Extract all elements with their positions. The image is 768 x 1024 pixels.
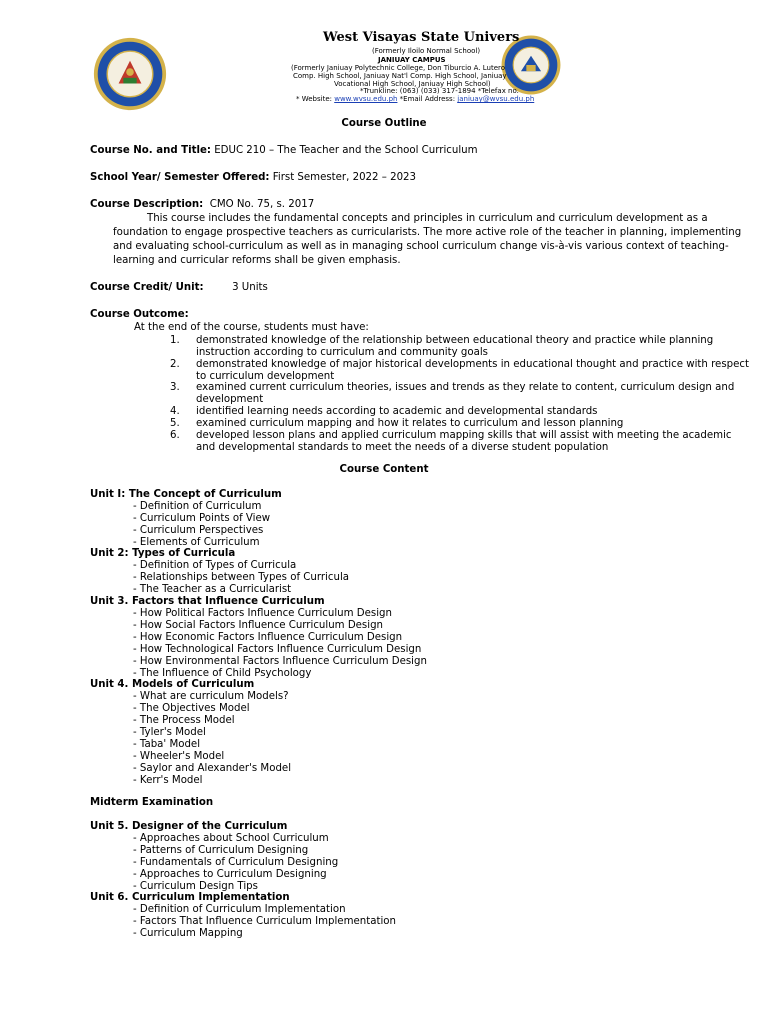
unit-topic: - Curriculum Design Tips bbox=[133, 881, 258, 892]
unit-title: Unit 4. Models of Curriculum bbox=[90, 679, 255, 690]
web-line bbox=[296, 95, 534, 104]
unit-topic: - Tyler's Model bbox=[133, 727, 206, 738]
unit-topic: - Curriculum Mapping bbox=[133, 928, 243, 939]
unit-topic: - The Objectives Model bbox=[133, 703, 250, 714]
unit-topic: - Curriculum Perspectives bbox=[133, 525, 264, 536]
unit-topic: - Saylor and Alexander's Model bbox=[133, 763, 292, 774]
unit-topic: - Kerr's Model bbox=[133, 775, 203, 786]
outcome-num: 5. bbox=[170, 418, 180, 429]
unit-topic: - The Teacher as a Curricularist bbox=[133, 584, 292, 595]
unit-topic: - How Technological Factors Influence Curriculum Design bbox=[133, 644, 422, 655]
outcome-num: 6. bbox=[170, 430, 180, 441]
unit-topic: - Relationships between Types of Curricula bbox=[133, 572, 350, 583]
outcome-num: 4. bbox=[170, 406, 180, 417]
midterm-label: Midterm Examination bbox=[90, 797, 214, 808]
contact-line: *Trunkline: (063) (033) 317-1894 *Telefax no. bbox=[360, 87, 519, 95]
unit-topic: - How Political Factors Influence Curriculum Design bbox=[133, 608, 392, 619]
website-label: * Website: bbox=[296, 95, 335, 103]
description-line: This course includes the fundamental concepts and principles in curriculum and curriculum development as a bbox=[147, 213, 708, 224]
formerly-campus: (Formerly Janiuay Polytechnic College, Don Tiburcio A. Lutero bbox=[291, 64, 506, 72]
unit-topic: - Approaches about School Curriculum bbox=[133, 833, 329, 844]
outcome-text: identified learning needs according to academic and developmental standards bbox=[196, 406, 598, 417]
unit-topic: - How Economic Factors Influence Curriculum Design bbox=[133, 632, 403, 643]
outcome-text: examined current curriculum theories, issues and trends as they relate to content, curriculum design and bbox=[196, 382, 735, 393]
outcome-num: 1. bbox=[170, 335, 180, 346]
website-link[interactable]: www.wvsu.edu.ph bbox=[334, 95, 398, 103]
unit-title: Unit 2: Types of Curricula bbox=[90, 548, 236, 559]
unit-topic: - Curriculum Points of View bbox=[133, 513, 271, 524]
outcome-text: developed lesson plans and applied curriculum mapping skills that will assist with meeting the academic bbox=[196, 430, 732, 441]
unit-topic: - Definition of Curriculum Implementation bbox=[133, 904, 346, 915]
course-credit bbox=[90, 282, 268, 293]
course-outline-title: Course Outline bbox=[341, 118, 427, 129]
unit-topic: - Wheeler's Model bbox=[133, 751, 225, 762]
campus-schools: Comp. High School, Janiuay Nat'l Comp. High School, Janiuay bbox=[293, 72, 507, 80]
outcome-text-cont: development bbox=[196, 394, 264, 405]
school-year-label: School Year/ Semester Offered: bbox=[90, 172, 270, 183]
unit-title: Unit 6. Curriculum Implementation bbox=[90, 892, 290, 903]
outcome-text-cont: to curriculum development bbox=[196, 371, 335, 382]
unit-topic: - Taba' Model bbox=[133, 739, 201, 750]
unit-topic: - Patterns of Curriculum Designing bbox=[133, 845, 309, 856]
unit-title: Unit 3. Factors that Influence Curriculum bbox=[90, 596, 325, 607]
course-no-label: Course No. and Title: bbox=[90, 145, 211, 156]
university-name: West Visayas State Univers bbox=[323, 30, 520, 45]
description-value: CMO No. 75, s. 2017 bbox=[209, 199, 315, 210]
unit-title: Unit 5. Designer of the Curriculum bbox=[90, 821, 288, 832]
email-label: *Email Address: bbox=[397, 95, 458, 103]
course-description bbox=[90, 199, 314, 210]
campus-schools-2: Vocational High School, Janiuay High School) bbox=[334, 80, 491, 88]
unit-topic: - Fundamentals of Curriculum Designing bbox=[133, 857, 339, 868]
description-line: foundation to engage prospective teachers as curricularists. The more active role of the teacher in planning, implementing bbox=[113, 227, 742, 238]
course-content-title: Course Content bbox=[339, 464, 429, 475]
unit-topic: - What are curriculum Models? bbox=[133, 691, 289, 702]
credit-value: 3 Units bbox=[232, 282, 268, 293]
unit-topic: - How Environmental Factors Influence Curriculum Design bbox=[133, 656, 427, 667]
unit-topic: - Approaches to Curriculum Designing bbox=[133, 869, 327, 880]
outcome-text-cont: instruction according to curriculum and community goals bbox=[196, 347, 488, 358]
course-no bbox=[90, 145, 478, 156]
credit-label: Course Credit/ Unit: bbox=[90, 282, 204, 293]
email-link[interactable]: janiuay@wvsu.edu.ph bbox=[457, 95, 535, 103]
description-line: and evaluating school-curriculum as well as in managing school curriculum change vis-à-vis various context of teaching- bbox=[113, 241, 729, 252]
school-year-value: First Semester, 2022 – 2023 bbox=[272, 172, 417, 183]
school-year bbox=[90, 172, 416, 183]
outcome-intro: At the end of the course, students must have: bbox=[134, 322, 369, 333]
outcome-text: examined curriculum mapping and how it relates to curriculum and lesson planning bbox=[196, 418, 624, 429]
wvsu-seal-icon bbox=[92, 36, 168, 112]
description-line: learning and curricular reforms shall be given emphasis. bbox=[113, 255, 401, 266]
campus-name: JANIUAY CAMPUS bbox=[378, 56, 446, 64]
unit-topic: - Definition of Curriculum bbox=[133, 501, 262, 512]
outcome-num: 2. bbox=[170, 359, 180, 370]
unit-topic: - The Influence of Child Psychology bbox=[133, 668, 312, 679]
outcome-text-cont: and developmental standards to meet the needs of a diverse student population bbox=[196, 442, 609, 453]
outcome-label: Course Outcome: bbox=[90, 309, 189, 320]
unit-topic: - Factors That Influence Curriculum Implementation bbox=[133, 916, 396, 927]
outcome-text: demonstrated knowledge of major historical developments in educational thought and practice with respect bbox=[196, 359, 749, 370]
unit-title: Unit I: The Concept of Curriculum bbox=[90, 489, 282, 500]
unit-topic: - The Process Model bbox=[133, 715, 235, 726]
formerly-name: (Formerly Iloilo Normal School) bbox=[372, 47, 481, 55]
course-no-value: EDUC 210 – The Teacher and the School Curriculum bbox=[214, 145, 478, 156]
unit-topic: - Definition of Types of Curricula bbox=[133, 560, 297, 571]
description-label: Course Description: bbox=[90, 199, 204, 210]
unit-topic: - Elements of Curriculum bbox=[133, 537, 260, 548]
unit-topic: - How Social Factors Influence Curriculum Design bbox=[133, 620, 383, 631]
outcome-text: demonstrated knowledge of the relationship between educational theory and practice while planning bbox=[196, 335, 714, 346]
outcome-num: 3. bbox=[170, 382, 180, 393]
